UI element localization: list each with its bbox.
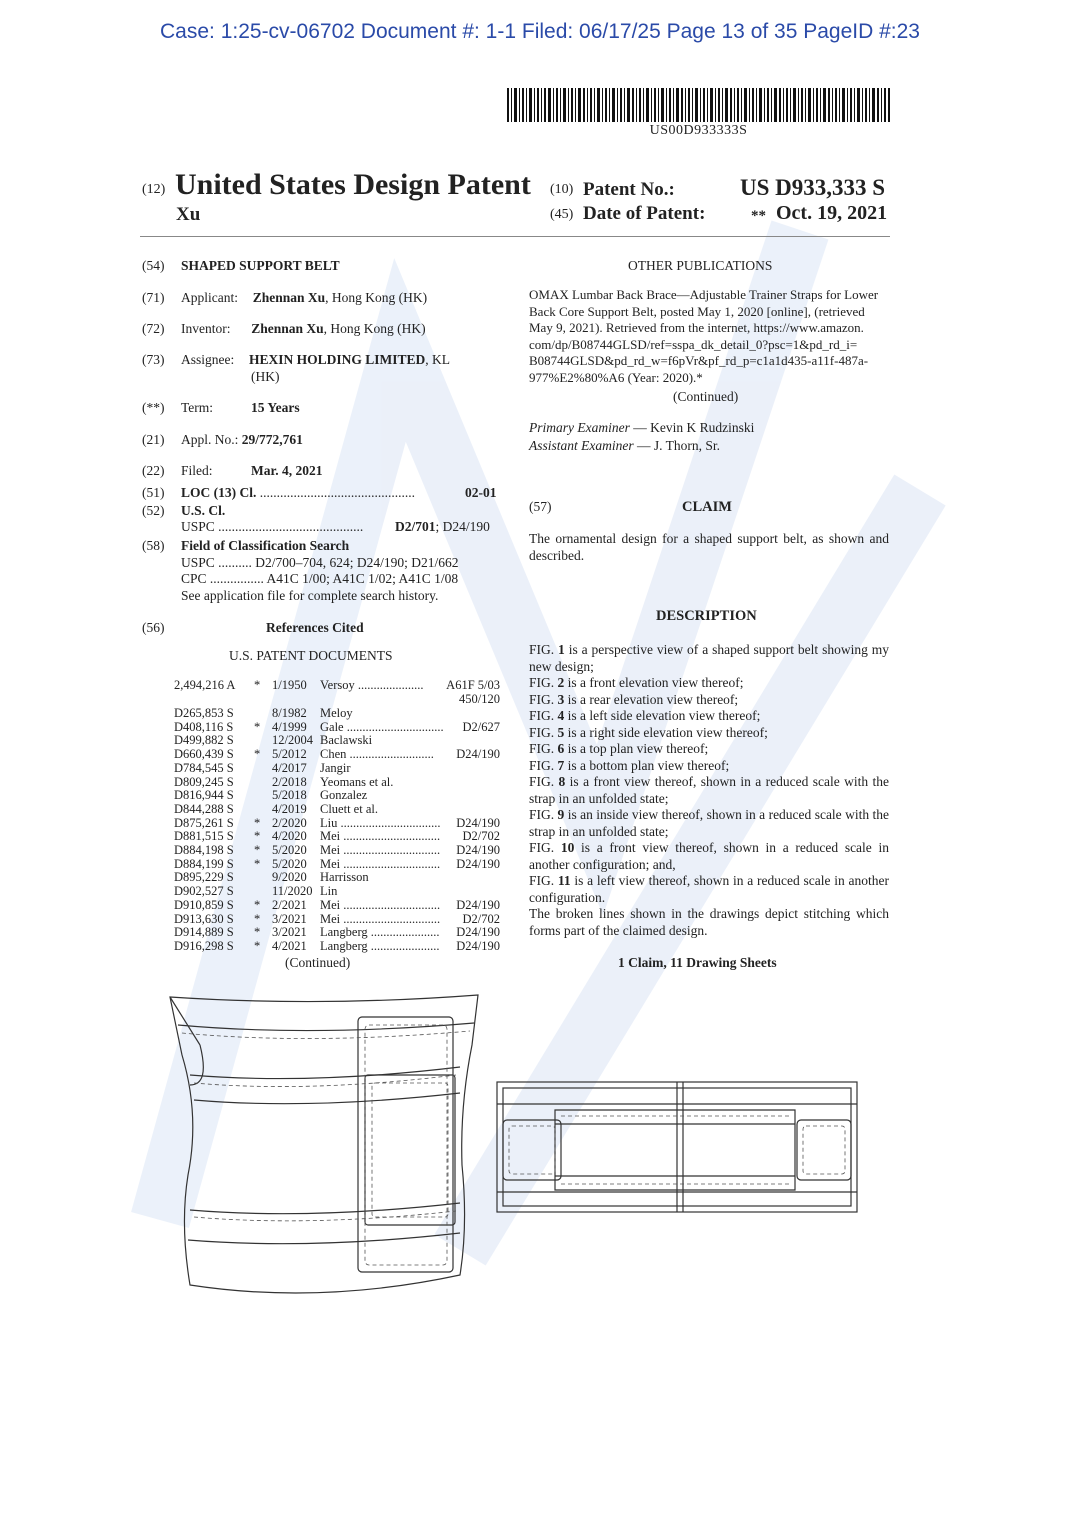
assistant-examiner-name: — J. Thorn, Sr. <box>633 438 721 453</box>
reference-row <box>174 720 500 734</box>
date-label: Date of Patent: <box>583 203 706 224</box>
desc-line: FIG. 7 is a bottom plan view thereof; <box>529 757 730 773</box>
description-body <box>529 642 889 939</box>
ref-cls: D24/190 <box>456 856 500 871</box>
claims-sheets-summary: 1 Claim, 11 Drawing Sheets <box>618 955 777 970</box>
code-58: (58) <box>142 538 165 553</box>
code-72: (72) <box>142 321 165 336</box>
ref-star: * <box>254 843 261 857</box>
reference-row <box>174 761 500 775</box>
ref-star: * <box>254 747 261 762</box>
ref-number: 2,494,216 A <box>174 678 236 692</box>
field-search-label: Field of Classification Search <box>181 538 350 553</box>
reference-row <box>174 775 500 789</box>
date-stars: ** <box>751 208 766 224</box>
broken-lines-note: The broken lines shown in the drawings depict stitching which forms part of the claimed design. <box>529 906 889 938</box>
ref-name: Meloy <box>320 706 353 720</box>
desc-line: FIG. 1 is a perspective view of a shaped support belt showing my new design; <box>529 642 889 674</box>
desc-line: FIG. 6 is a top plan view thereof; <box>529 741 709 756</box>
uspc-leader: ........................................... <box>214 519 364 534</box>
other-publication-text <box>529 287 889 386</box>
ref-star: * <box>254 938 261 953</box>
ref-num: D895,229 S <box>174 870 234 885</box>
ref-name: Mei ............................... <box>320 829 441 844</box>
applicant-location: , Hong Kong (HK) <box>325 290 428 305</box>
inventor-row <box>181 321 426 337</box>
assignee-location-2: (HK) <box>251 369 280 384</box>
ref-date: 4/2017 <box>272 760 307 775</box>
code-71: (71) <box>142 290 165 305</box>
ref-name: Mei ............................... <box>320 856 441 871</box>
ref-date: 5/2020 <box>272 843 307 857</box>
pub-line: May 9, 2021). Retrieved from the internet, https://www.amazon. <box>529 320 864 335</box>
ref-date: 4/2020 <box>272 829 307 844</box>
ref-date: 5/2020 <box>272 856 307 871</box>
desc-line: FIG. 11 is a left view thereof, shown in a reduced scale in another configuration. <box>529 873 889 905</box>
ref-cls: D24/190 <box>456 747 500 762</box>
reference-row <box>174 939 500 953</box>
ref-name: Mei ............................... <box>320 911 441 926</box>
ref-num: D660,439 S <box>174 747 234 762</box>
term-value: 15 Years <box>251 400 300 415</box>
patent-no-label: Patent No.: <box>583 179 675 200</box>
ref-name: Langberg ...................... <box>320 938 440 953</box>
ref-name: Harrisson <box>320 870 369 885</box>
uspc-main: D2/701 <box>395 519 436 534</box>
belt-perspective-drawing <box>160 985 490 1315</box>
assistant-examiner <box>529 438 720 454</box>
ref-date: 1/1950 <box>272 678 307 692</box>
desc-line: FIG. 8 is a front view thereof, shown in a reduced scale with the strap in an unfolded state; <box>529 774 889 806</box>
ref-star: * <box>254 719 261 734</box>
ref-star: * <box>254 856 261 871</box>
code-10: (10) <box>550 182 574 197</box>
other-pubs-continued: (Continued) <box>673 389 739 404</box>
uspc-value <box>395 519 490 535</box>
ref-date: 2/2020 <box>272 815 307 830</box>
ref-star: * <box>254 897 261 912</box>
ref-cls: D24/190 <box>456 938 500 953</box>
code-57: (57) <box>529 499 552 514</box>
inventor-label: Inventor: <box>181 321 231 336</box>
inventor-name: Zhennan Xu <box>251 321 324 336</box>
assistant-examiner-label: Assistant Examiner <box>529 438 634 453</box>
code-22: (22) <box>142 463 165 478</box>
references-heading: References Cited <box>266 620 364 635</box>
reference-row <box>174 857 500 871</box>
us-patent-docs-heading: U.S. PATENT DOCUMENTS <box>229 648 393 663</box>
ref-num: D784,545 S <box>174 760 234 775</box>
ref-star: * <box>254 815 261 830</box>
reference-row <box>174 898 500 912</box>
uspc-label: USPC <box>181 519 215 534</box>
ref-date: 5/2012 <box>272 747 307 762</box>
assignee-row <box>181 352 450 368</box>
ref-num: D884,198 S <box>174 843 234 857</box>
loc-value: 02-01 <box>465 485 497 500</box>
code-45: (45) <box>550 207 574 222</box>
ref-num: D408,116 S <box>174 719 234 734</box>
ref-num: D910,859 S <box>174 897 234 912</box>
ref-name: Liu ................................ <box>320 815 441 830</box>
ref-date: 9/2020 <box>272 870 307 885</box>
ref-name: Mei ............................... <box>320 843 441 857</box>
ref-class-2: 450/120 <box>459 692 500 706</box>
assignee-location: , KL <box>425 352 451 367</box>
ref-num: D809,245 S <box>174 774 234 789</box>
ref-date: 12/2004 <box>272 733 313 748</box>
ref-num: D499,882 S <box>174 733 234 748</box>
desc-line: FIG. 10 is a front view thereof, shown in a reduced scale in another configuration; and, <box>529 840 889 872</box>
patent-type-title: United States Design Patent <box>175 168 531 201</box>
ref-date: 8/1982 <box>272 706 307 720</box>
reference-row <box>174 802 500 816</box>
reference-row <box>174 788 500 802</box>
field-cpc: CPC ................ A41C 1/00; A41C 1/02; A41C 1/08 <box>181 571 459 586</box>
primary-examiner <box>529 420 754 436</box>
ref-star: * <box>254 678 261 692</box>
appl-number: 29/772,761 <box>241 432 303 447</box>
ref-name: Jangir <box>320 760 351 775</box>
ref-name: Mei ............................... <box>320 897 441 912</box>
filed-label: Filed: <box>181 463 213 478</box>
pub-line: OMAX Lumbar Back Brace—Adjustable Trainer Straps for Lower <box>529 287 879 302</box>
uspc-row <box>181 519 363 535</box>
uspc-secondary: ; D24/190 <box>435 519 490 534</box>
belt-unfolded-drawing <box>495 1080 860 1215</box>
code-term: (**) <box>142 400 165 415</box>
ref-num: D884,199 S <box>174 856 234 871</box>
assignee-label: Assignee: <box>181 352 235 367</box>
ref-name: Lin <box>320 884 338 899</box>
code-56: (56) <box>142 620 165 635</box>
ref-date: 4/1999 <box>272 719 307 734</box>
reference-row <box>174 884 500 898</box>
reference-row-first <box>174 678 500 692</box>
ref-date: 3/2021 <box>272 925 307 940</box>
ref-class: A61F 5/03 <box>446 678 500 692</box>
ref-num: D875,261 S <box>174 815 234 830</box>
ref-cls: D24/190 <box>456 925 500 940</box>
invention-title: SHAPED SUPPORT BELT <box>181 258 340 273</box>
assignee-name: HEXIN HOLDING LIMITED <box>249 352 426 367</box>
code-73: (73) <box>142 352 165 367</box>
desc-line: FIG. 2 is a front elevation view thereof; <box>529 675 744 690</box>
pub-line: 977%E2%80%A6 (Year: 2020).* <box>529 369 703 385</box>
case-header: Case: 1:25-cv-06702 Document #: 1-1 Filed: 06/17/25 Page 13 of 35 PageID #:23 <box>160 20 920 43</box>
references-continued: (Continued) <box>285 955 351 970</box>
ref-name <box>320 678 423 692</box>
code-21: (21) <box>142 432 165 447</box>
description-heading: DESCRIPTION <box>656 608 757 624</box>
desc-line: FIG. 3 is a rear elevation view thereof; <box>529 691 739 707</box>
inventor-location: , Hong Kong (HK) <box>323 321 426 336</box>
ref-name: Cluett et al. <box>320 801 378 816</box>
reference-row <box>174 706 500 720</box>
reference-row <box>174 747 500 761</box>
ref-name: Yeomans et al. <box>320 774 394 789</box>
claim-heading: CLAIM <box>682 499 732 515</box>
ref-leader: ..................... <box>354 678 424 692</box>
ref-date: 2/2018 <box>272 774 307 789</box>
code-52: (52) <box>142 503 165 518</box>
ref-cls: D2/702 <box>462 911 500 926</box>
ref-num: D916,298 S <box>174 938 234 953</box>
reference-row <box>174 925 500 939</box>
ref-date: 2/2021 <box>272 897 307 912</box>
desc-line: FIG. 5 is a right side elevation view thereof; <box>529 724 768 740</box>
appl-label: Appl. No.: <box>181 432 239 447</box>
loc-leader: .............................................. <box>256 485 415 500</box>
code-54: (54) <box>142 258 165 273</box>
ref-num: D816,944 S <box>174 788 234 803</box>
desc-line: FIG. 4 is a left side elevation view thereof; <box>529 708 761 723</box>
ref-name: Baclawski <box>320 733 373 748</box>
field-uspc: USPC .......... D2/700–704, 624; D24/190; D21/662 <box>181 555 459 570</box>
reference-row <box>174 816 500 830</box>
uscl-label: U.S. Cl. <box>181 503 226 518</box>
ref-num: D914,889 S <box>174 925 234 940</box>
ref-num: D844,288 S <box>174 801 234 816</box>
barcode <box>507 88 890 122</box>
ref-cls: D24/190 <box>456 815 500 830</box>
ref-num: D913,630 S <box>174 911 234 926</box>
ref-star: * <box>254 925 261 940</box>
ref-date: 5/2018 <box>272 788 307 803</box>
desc-line: FIG. 9 is an inside view thereof, shown in a reduced scale with the strap in an unfolded state; <box>529 807 889 839</box>
pub-line: B08744GLSD&pd_rd_w=f6pVr&pf_rd_p=c1a1d435-a11f-487a- <box>529 353 869 368</box>
ref-name: Langberg ...................... <box>320 925 440 940</box>
reference-row-first-cont <box>174 692 500 706</box>
appl-row <box>181 432 303 448</box>
ref-name: Gonzalez <box>320 788 368 803</box>
applicant-label: Applicant: <box>181 290 238 305</box>
loc-row <box>181 485 415 501</box>
claim-text: The ornamental design for a shaped support belt, as shown and described. <box>529 531 889 563</box>
primary-examiner-name: — Kevin K Rudzinski <box>629 420 755 435</box>
reference-row <box>174 843 500 857</box>
ref-num: D265,853 S <box>174 706 234 720</box>
ref-num: D902,527 S <box>174 884 234 899</box>
primary-examiner-label: Primary Examiner <box>529 420 630 435</box>
code-51: (51) <box>142 485 165 500</box>
term-label: Term: <box>181 400 214 415</box>
patent-number: US D933,333 S <box>740 175 886 200</box>
ref-cls: D2/702 <box>462 829 500 844</box>
pub-line: com/dp/B08744GLSD/ref=sspa_dk_detail_0?psc=1&pd_rd_i= <box>529 336 858 352</box>
other-publications-heading: OTHER PUBLICATIONS <box>628 258 773 273</box>
ref-date: 4/2021 <box>272 938 307 953</box>
ref-cls: D24/190 <box>456 897 500 912</box>
ref-date: 11/2020 <box>272 884 313 899</box>
code-12: (12) <box>142 182 166 197</box>
field-note: See application file for complete search history. <box>181 588 439 603</box>
ref-num: D881,515 S <box>174 829 234 844</box>
ref-star: * <box>254 911 261 926</box>
reference-row <box>174 829 500 843</box>
applicant-name: Zhennan Xu <box>252 290 326 305</box>
ref-cls: D2/627 <box>462 719 500 734</box>
ref-name: Gale ............................... <box>320 719 444 734</box>
ref-date: 4/2019 <box>272 801 307 816</box>
ref-name-text: Versoy <box>320 678 355 692</box>
title-divider <box>140 236 890 237</box>
inventor-surname: Xu <box>176 204 201 225</box>
reference-row <box>174 733 500 747</box>
pub-line: Back Core Support Belt, posted May 1, 2020 [online], (retrieved <box>529 303 865 319</box>
ref-star: * <box>254 829 261 844</box>
reference-row <box>174 912 500 926</box>
barcode-number: US00D933333S <box>649 123 748 138</box>
ref-cls: D24/190 <box>456 843 500 857</box>
loc-label: LOC (13) Cl. <box>181 485 257 500</box>
filed-date: Mar. 4, 2021 <box>251 463 323 478</box>
reference-row <box>174 870 500 884</box>
ref-date: 3/2021 <box>272 911 307 926</box>
patent-date: Oct. 19, 2021 <box>776 202 888 224</box>
ref-name: Chen ........................... <box>320 747 434 762</box>
applicant-row <box>181 290 427 306</box>
